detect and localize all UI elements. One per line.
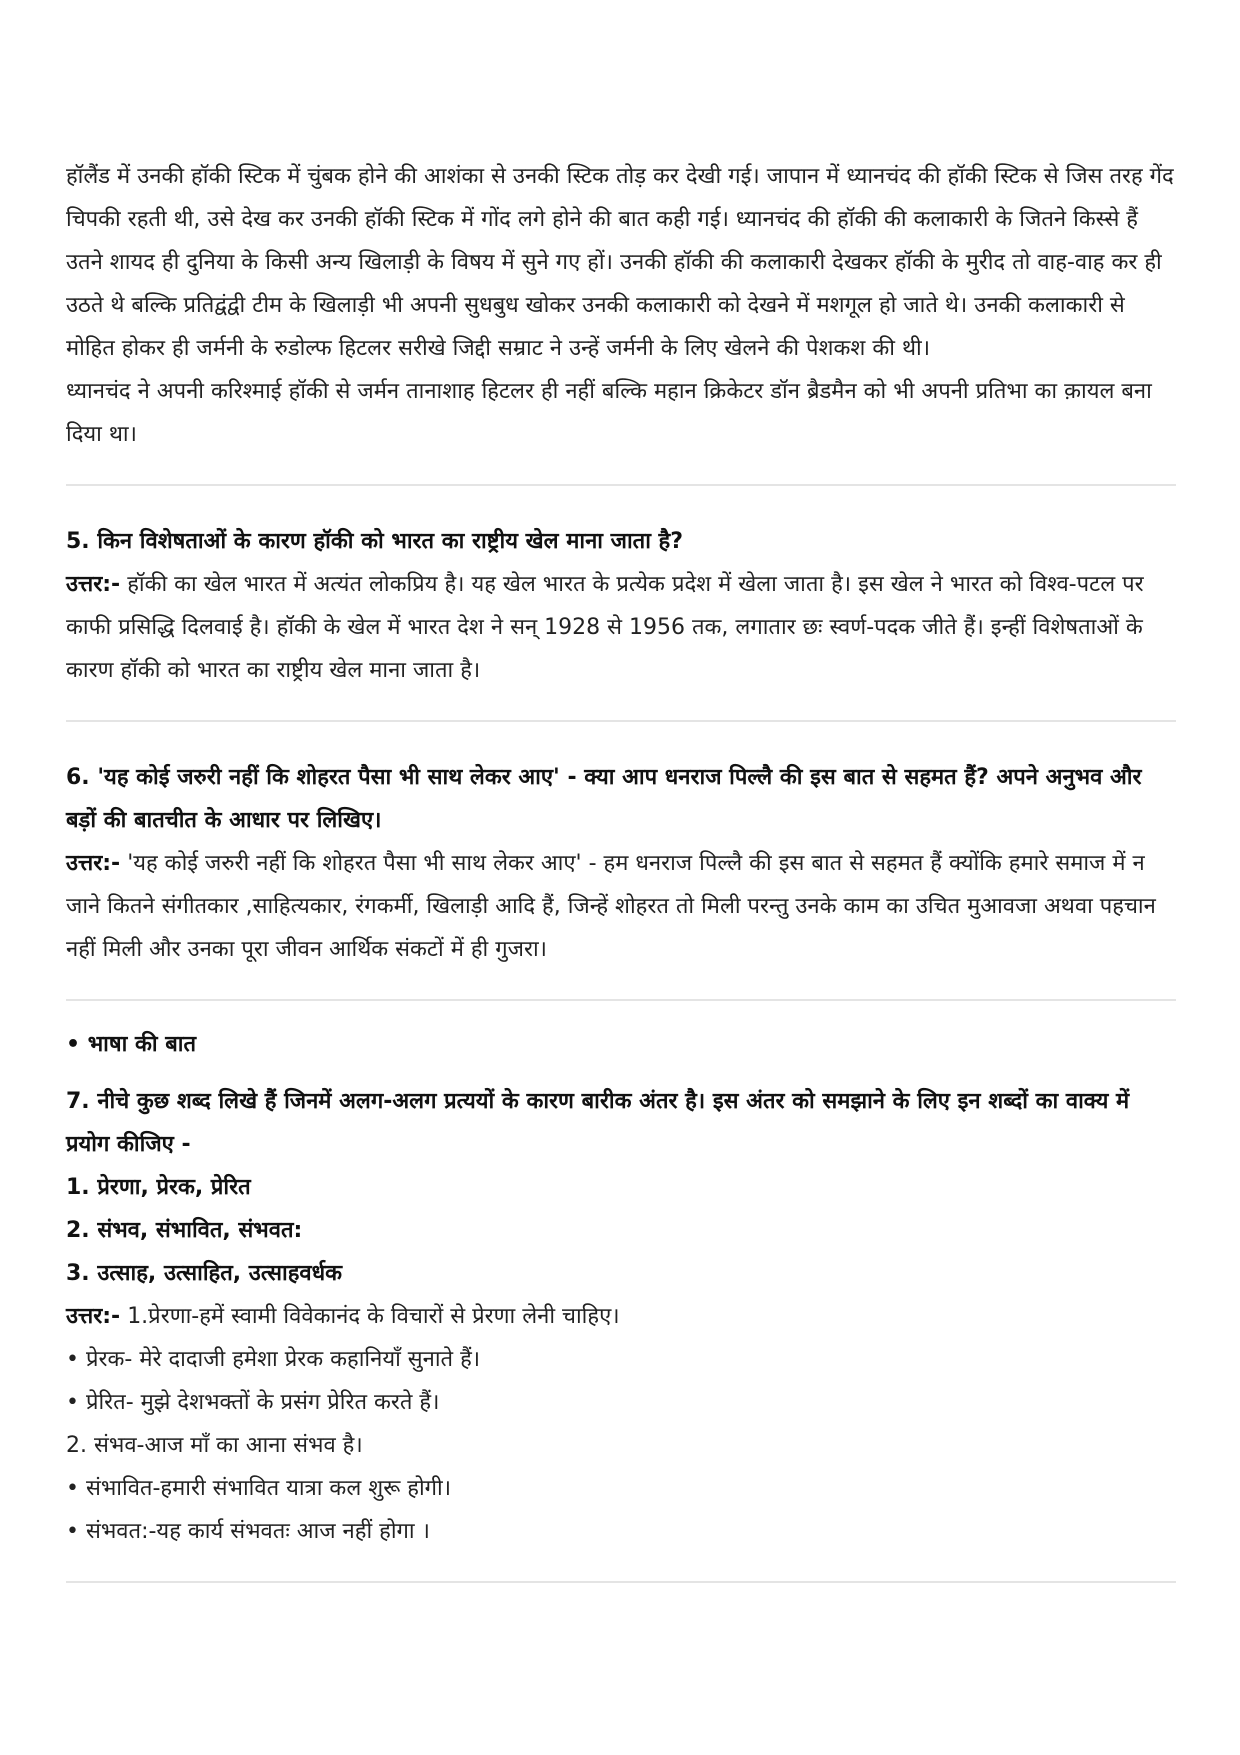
question-7-block (66, 1080, 1176, 1553)
word-group-2: 2. संभव, संभावित, संभवत: (66, 1218, 303, 1243)
question-5-answer (66, 563, 1176, 692)
answer-label: उत्तर:- (66, 572, 121, 597)
answer-text: 'यह कोई जरुरी नहीं कि शोहरत पैसा भी साथ लेकर आए' - हम धनराज पिल्लै की इस बात से सहमत हैं क्योंकि हमारे समाज में न जाने कितने संगीतकार ,साहित्यकार, रंगकर्मी, खिलाड़ी आदि हैं, जिन्हें शोहरत तो मिली परन्तु उनके काम का उचित मुआवजा अथवा पहचान नहीं मिली और उनका पूरा जीवन आर्थिक संकटों में ही गुजरा। (66, 851, 1156, 962)
section-divider (66, 1581, 1176, 1583)
question-6-text: 6. 'यह कोई जरुरी नहीं कि शोहरत पैसा भी साथ लेकर आए' - क्या आप धनराज पिल्लै की इस बात से सहमत हैं? अपने अनुभव और बड़ों की बातचीत के आधार पर लिखिए। (66, 765, 1142, 833)
answer-text: हॉकी का खेल भारत में अत्यंत लोकप्रिय है। यह खेल भारत के प्रत्येक प्रदेश में खेला जाता है। इस खेल ने भारत को विश्व-पटल पर काफी प्रसिद्धि दिलवाई है। हॉकी के खेल में भारत देश ने सन् 1928 से 1956 तक, लगातार छः स्वर्ण-पदक जीते हैं। इन्हीं विशेषताओं के कारण हॉकी को भारत का राष्ट्रीय खेल माना जाता है। (66, 572, 1144, 683)
answer-line: • प्रेरक- मेरे दादाजी हमेशा प्रेरक कहानियाँ सुनाते हैं। (66, 1347, 481, 1372)
answer-line: • प्रेरित- मुझे देशभक्तों के प्रसंग प्रेरित करते हैं। (66, 1390, 440, 1415)
answer-label: उत्तर:- (66, 1304, 121, 1329)
question-6-answer (66, 842, 1176, 971)
answer-text: 1.प्रेरणा-हमें स्वामी विवेकानंद के विचारों से प्रेरणा लेनी चाहिए। (127, 1304, 620, 1329)
intro-paragraph-2: ध्यानचंद ने अपनी करिश्माई हॉकी से जर्मन तानाशाह हिटलर ही नहीं बल्कि महान क्रिकेटर डॉन ब्रैडमैन को भी अपनी प्रतिभा का क़ायल बना दिया था। (66, 379, 1152, 447)
question-5-text: 5. किन विशेषताओं के कारण हॉकी को भारत का राष्ट्रीय खेल माना जाता है? (66, 529, 684, 554)
section-heading: • भाषा की बात (66, 1032, 197, 1057)
document-page (66, 155, 1176, 1583)
question-5-block (66, 520, 1176, 692)
question-7-text: 7. नीचे कुछ शब्द लिखे हैं जिनमें अलग-अलग प्रत्ययों के कारण बारीक अंतर है। इस अंतर को समझाने के लिए इन शब्दों का वाक्य में प्रयोग कीजिए - (66, 1089, 1130, 1157)
answer-line: • संभावित-हमारी संभावित यात्रा कल शुरू होगी। (66, 1476, 452, 1501)
answer-label: उत्तर:- (66, 851, 121, 876)
word-group-3: 3. उत्साह, उत्साहित, उत्साहवर्धक (66, 1261, 343, 1286)
question-7-answer-first (66, 1295, 1176, 1338)
intro-paragraph-1: हॉलैंड में उनकी हॉकी स्टिक में चुंबक होने की आशंका से उनकी स्टिक तोड़ कर देखी गई। जापान में ध्यानचंद की हॉकी स्टिक से जिस तरह गेंद चिपकी रहती थी, उसे देख कर उनकी हॉकी स्टिक में गोंद लगे होने की बात कही गई। ध्यानचंद की हॉकी की कलाकारी के जितने किस्से हैं उतने शायद ही दुनिया के किसी अन्य खिलाड़ी के विषय में सुने गए हों। उनकी हॉकी की कलाकारी देखकर हॉकी के मुरीद तो वाह-वाह कर ही उठते थे बल्कि प्रतिद्वंद्वी टीम के खिलाड़ी भी अपनी सुधबुध खोकर उनकी कलाकारी को देखने में मशगूल हो जाते थे। उनकी कलाकारी से मोहित होकर ही जर्मनी के रुडोल्फ हिटलर सरीखे जिद्दी सम्राट ने उन्हें जर्मनी के लिए खेलने की पेशकश की थी। (66, 164, 1174, 361)
word-group-1: 1. प्रेरणा, प्रेरक, प्रेरित (66, 1175, 251, 1200)
answer-line: 2. संभव-आज माँ का आना संभव है। (66, 1433, 363, 1458)
answer-line: • संभवत:-यह कार्य संभवतः आज नहीं होगा । (66, 1519, 430, 1544)
question-6-block (66, 756, 1176, 971)
